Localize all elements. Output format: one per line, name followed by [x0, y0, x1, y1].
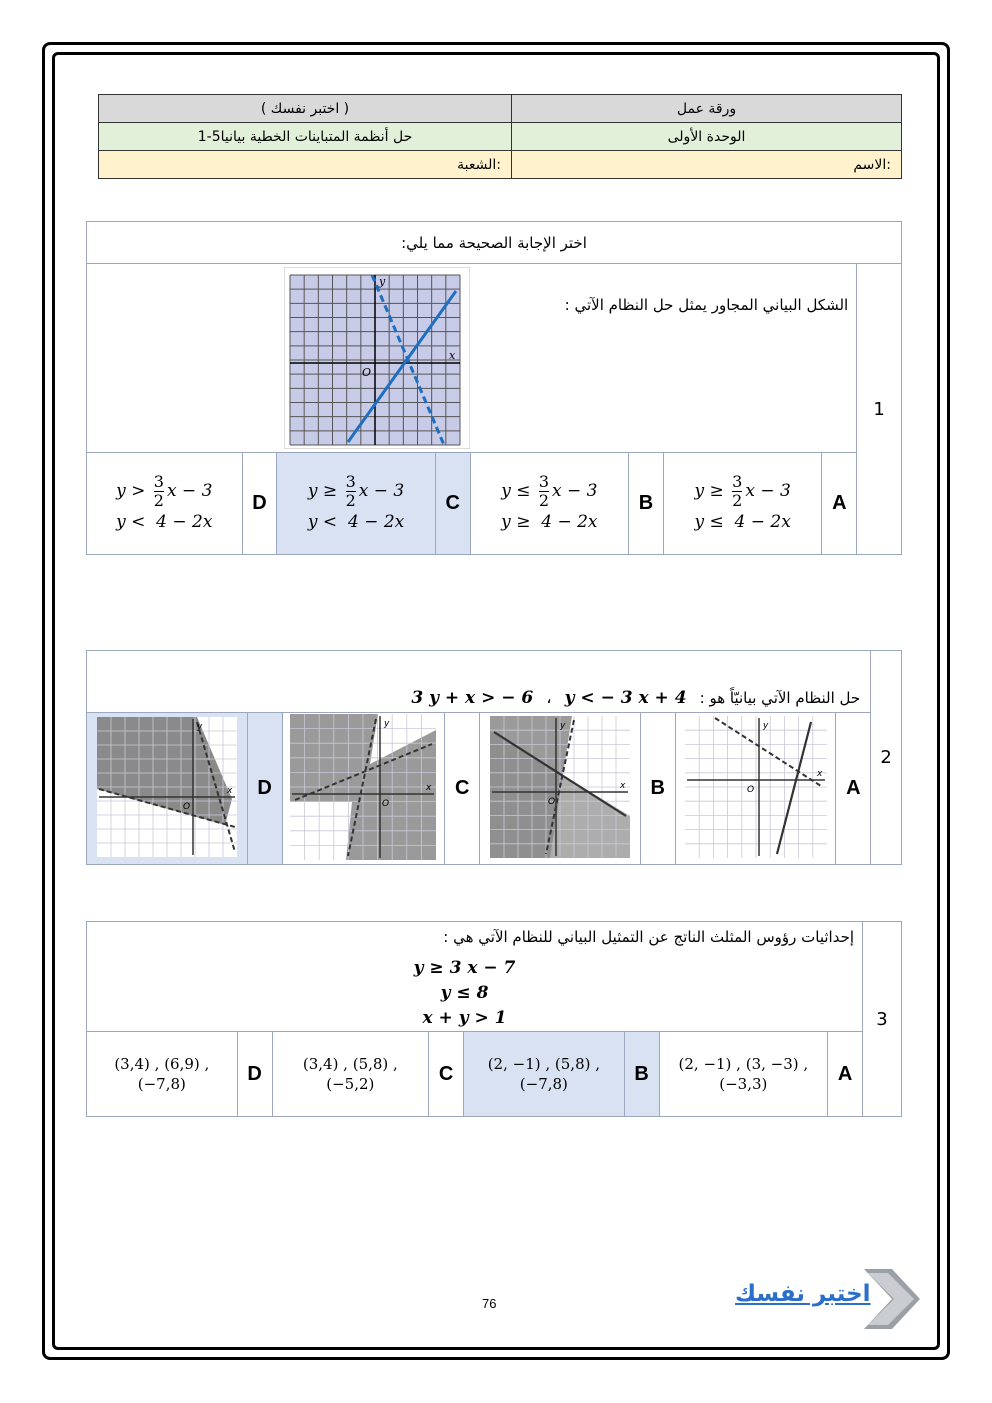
q2-prompt-cell [87, 651, 871, 713]
fraction: $\frac{3}{2}$ [345, 472, 356, 510]
q2a-origin: O [746, 784, 754, 795]
q1-a-ineq-1: y ≥ $\frac{3}{2}$ x − 3 [694, 472, 791, 510]
q1-option-b-letter[interactable]: B [629, 453, 664, 555]
q3-ineq-2: y ≤ 8 [440, 983, 489, 1003]
q2c-y: y [384, 718, 390, 729]
q1-option-c-letter[interactable]: C [435, 453, 470, 555]
q2d-origin: O [182, 801, 190, 812]
q3-option-a-letter[interactable]: A [828, 1032, 863, 1117]
q3-prompt-cell [87, 922, 863, 1032]
q2-separator: ، [546, 687, 552, 707]
q3b-line2: (−7,8) [519, 1075, 568, 1093]
q1-y-label: y [379, 275, 386, 288]
q1-b-ineq-2: y ≥ 4 − 2x [501, 512, 598, 532]
q3-text: إحداثيات رؤوس المثلث الناتج عن التمثيل البياني للنظام الآتي هي : [443, 928, 855, 946]
q3-option-b-value[interactable] [464, 1032, 625, 1117]
q2-option-c-letter[interactable]: C [445, 713, 480, 865]
q3-option-d-value[interactable] [87, 1032, 238, 1117]
q1-d-ineq-2: y < 4 − 2x [116, 512, 213, 532]
q1-option-a-expression[interactable] [663, 453, 821, 555]
q2b-x: x [619, 780, 626, 791]
q3d-line2: (−7,8) [137, 1075, 186, 1093]
q2-graph-a [685, 716, 827, 858]
lesson-title: 1-5حل أنظمة المتباينات الخطية بيانيا [99, 123, 512, 151]
q1-option-a-letter[interactable]: A [822, 453, 857, 555]
q3d-line1: (3,4) , (6,9) , [114, 1055, 210, 1073]
name-field[interactable]: الاسم: [512, 151, 902, 179]
question-2-table [86, 650, 902, 865]
q1-prompt-cell [87, 264, 857, 453]
q2a-y: y [762, 720, 768, 731]
q2-option-b-letter[interactable]: B [640, 713, 675, 865]
q3b-line1: (2, −1) , (5,8) , [487, 1055, 600, 1073]
q2a-x: x [816, 768, 822, 779]
q2b-origin: O [547, 796, 556, 807]
q3c-line2: (−5,2) [326, 1075, 375, 1093]
instruction: اختر الإجابة الصحيحة مما يلي: [87, 222, 902, 264]
q1-text: الشكل البياني المجاور يمثل حل النظام الآتي : [564, 296, 849, 314]
q2-text: حل النظام الآتي بيانيّاً هو : [699, 688, 861, 707]
q1-number: 1 [857, 264, 902, 555]
q2c-x: x [426, 782, 432, 793]
q2-graph-c [290, 714, 436, 860]
q3-ineq-1: y ≥ 3 x − 7 [413, 958, 516, 978]
q2-option-c-graph[interactable] [282, 713, 445, 865]
q3-option-a-value[interactable] [659, 1032, 828, 1117]
question-1-table [86, 221, 902, 555]
q2-graph-d [97, 717, 237, 857]
q3-number: 3 [863, 922, 902, 1117]
q2d-x: x [226, 785, 233, 796]
q1-graph [284, 267, 470, 449]
q1-option-b-expression[interactable] [470, 453, 628, 555]
page-number: 76 [482, 1296, 497, 1311]
q2-number: 2 [871, 651, 902, 865]
q3a-line2: (−3,3) [719, 1075, 768, 1093]
next-arrow-icon[interactable] [858, 1266, 924, 1332]
fraction: $\frac{3}{2}$ [538, 472, 550, 510]
q1-c-ineq-1: y ≥ $\frac{3}{2}$ x − 3 [307, 472, 405, 510]
q1-c-ineq-2: y < 4 − 2x [307, 512, 405, 532]
q1-option-d-expression[interactable] [87, 453, 243, 555]
q2-ineq-1: y < − 3 x + 4 [564, 687, 687, 708]
q2-option-d-letter[interactable]: D [247, 713, 282, 865]
q3c-line1: (3,4) , (5,8) , [302, 1055, 398, 1073]
q2d-y: y [196, 721, 203, 732]
fraction: $\frac{3}{2}$ [732, 472, 743, 510]
q2b-y: y [559, 720, 566, 731]
q3-option-b-letter[interactable]: B [624, 1032, 659, 1117]
q2-option-a-graph[interactable] [675, 713, 836, 865]
header-table [98, 94, 902, 179]
q2-graph-b [490, 716, 630, 858]
question-3-table [86, 921, 902, 1117]
q2-option-b-graph[interactable] [480, 713, 641, 865]
q3-option-d-letter[interactable]: D [237, 1032, 272, 1117]
q1-d-ineq-1: y > $\frac{3}{2}$ x − 3 [116, 472, 213, 510]
unit-title: الوحدة الأولى [512, 123, 902, 151]
section-field[interactable]: الشعبة: [99, 151, 512, 179]
q1-option-d-letter[interactable]: D [242, 453, 277, 555]
q1-x-label: x [449, 349, 456, 362]
q1-origin-label: O [362, 366, 372, 379]
q3-system [87, 956, 862, 1031]
q3-option-c-letter[interactable]: C [429, 1032, 464, 1117]
q3a-line1: (2, −1) , (3, −3) , [678, 1055, 809, 1073]
q2-ineq-2: 3 y + x > − 6 [411, 687, 534, 708]
self-test-link[interactable]: اختبر نفسك [735, 1281, 871, 1307]
q2-option-d-graph[interactable] [87, 713, 248, 865]
q3-option-c-value[interactable] [272, 1032, 429, 1117]
q2c-origin: O [382, 798, 390, 809]
q1-a-ineq-2: y ≤ 4 − 2x [694, 512, 791, 532]
q1-b-ineq-1: y ≤ $\frac{3}{2}$ x − 3 [501, 472, 598, 510]
fraction: $\frac{3}{2}$ [153, 472, 164, 510]
q3-ineq-3: x + y > 1 [422, 1008, 507, 1028]
header-left-1: ( اختبر نفسك ) [99, 95, 512, 123]
q1-option-c-expression[interactable] [277, 453, 435, 555]
header-right-1: ورقة عمل [512, 95, 902, 123]
q2-option-a-letter[interactable]: A [836, 713, 871, 865]
